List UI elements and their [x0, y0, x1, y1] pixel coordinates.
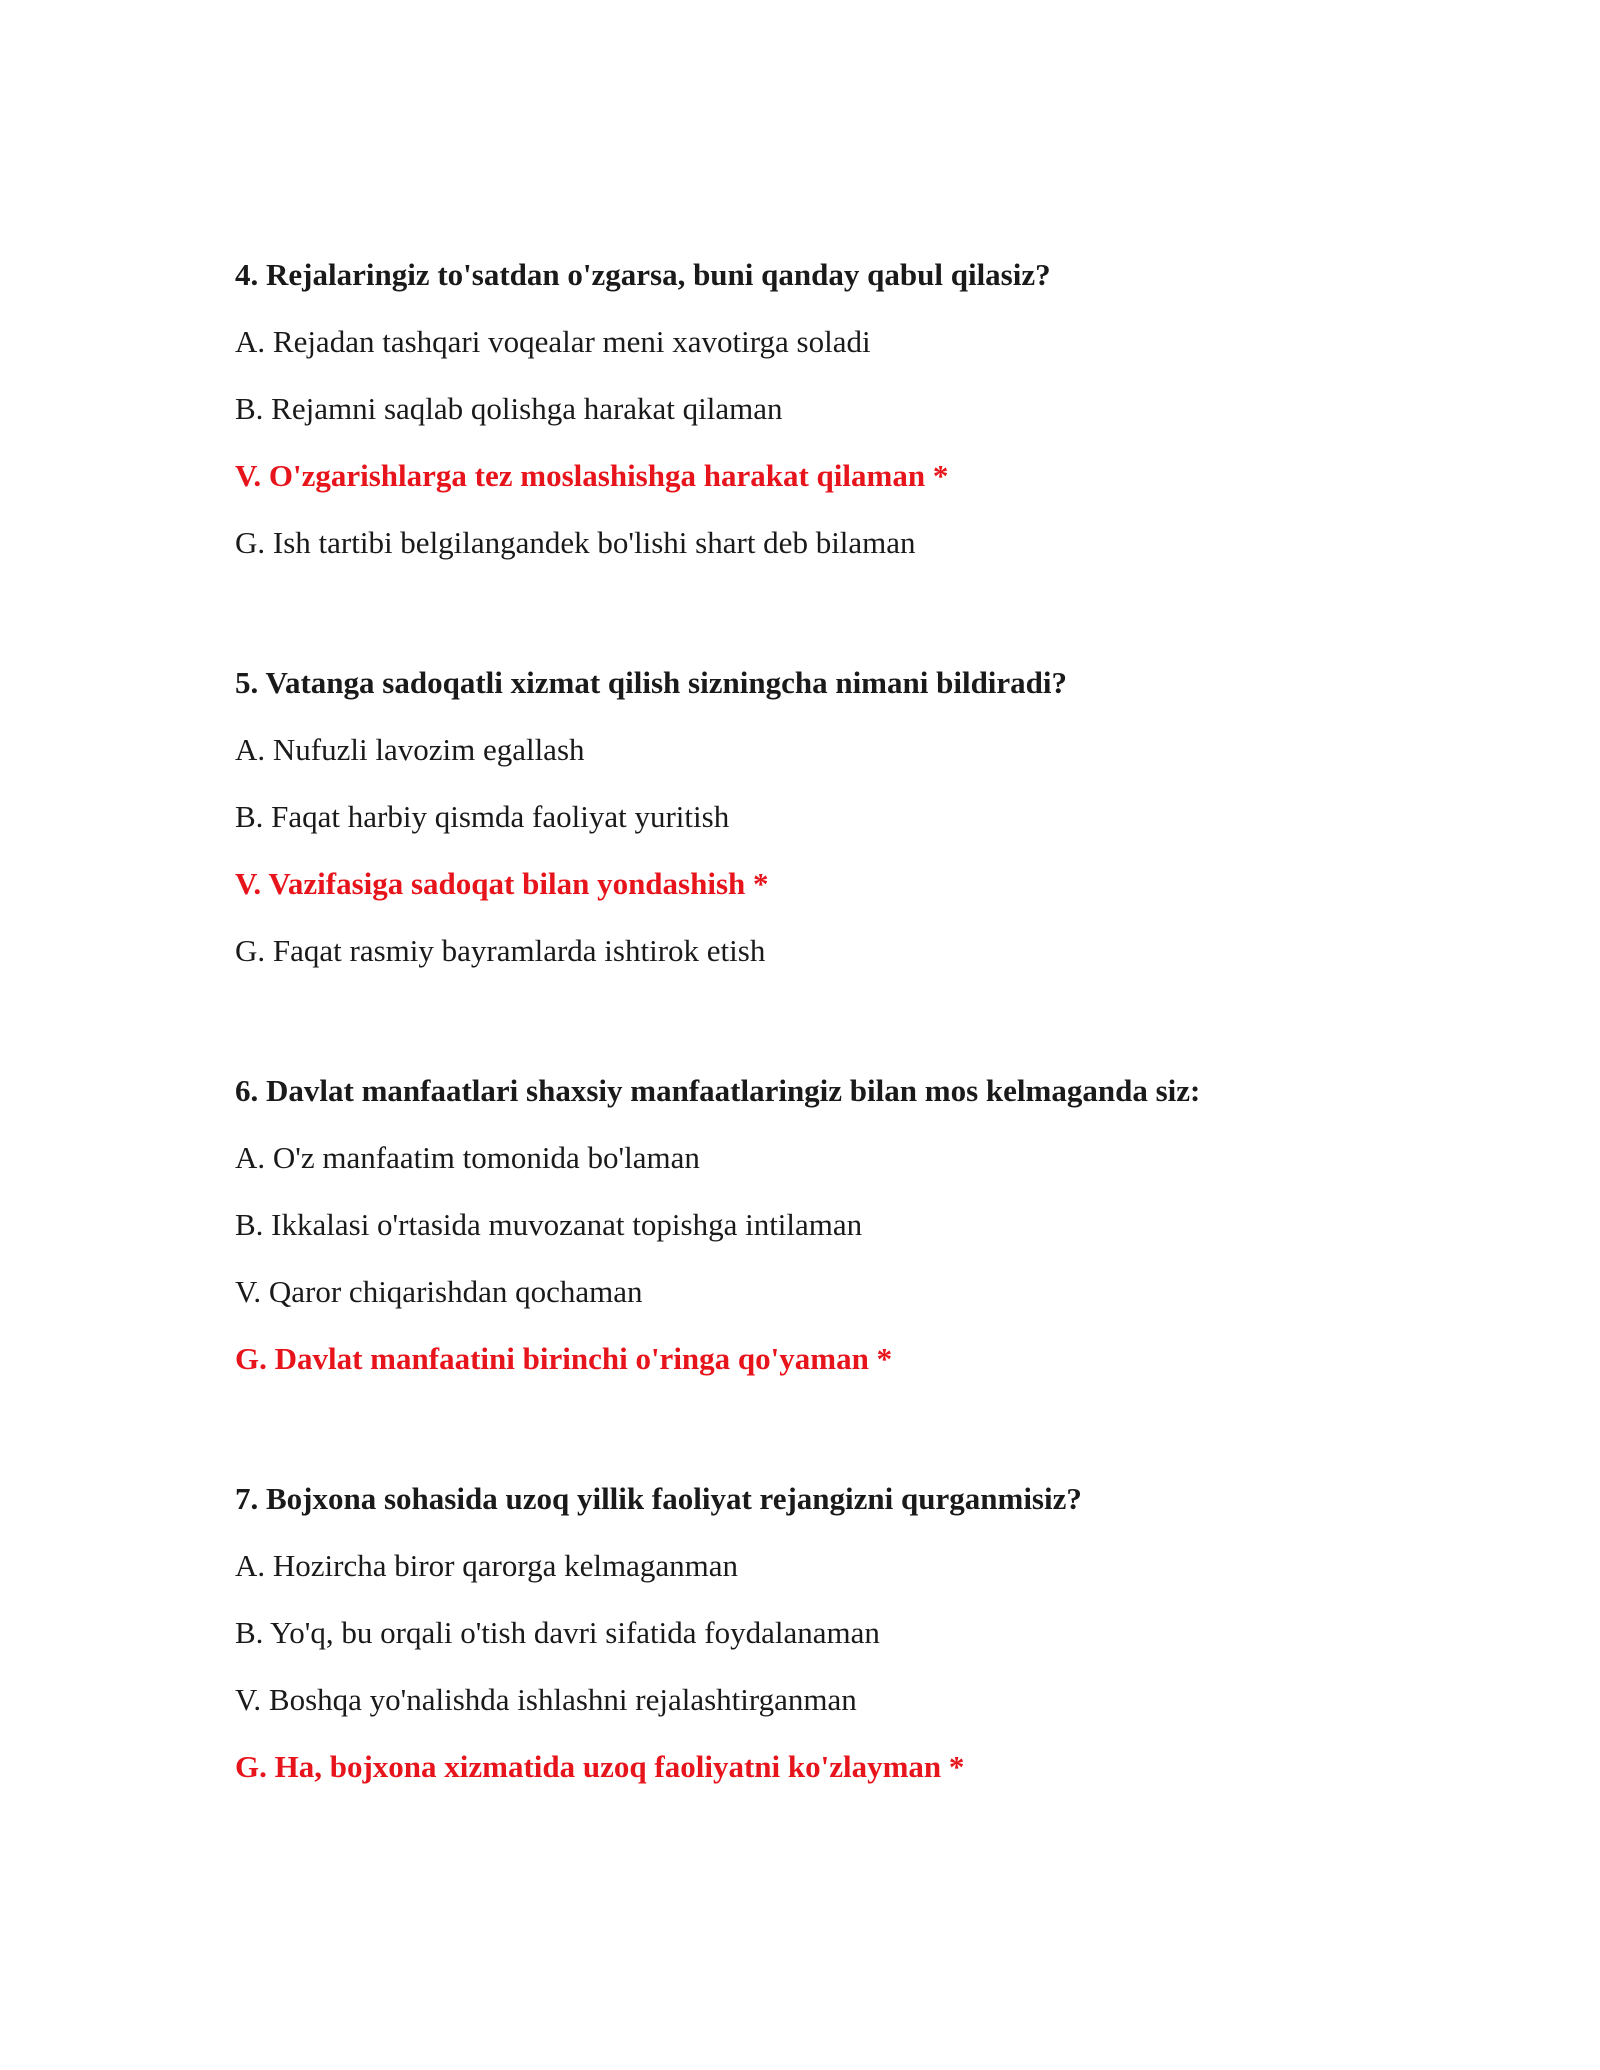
question-title: 6. Davlat manfaatlari shaxsiy manfaatlaringiz bilan mos kelmaganda siz:	[235, 1073, 1201, 1108]
option-v: V. Qaror chiqarishdan qochaman	[235, 1274, 643, 1309]
option-v: V. Boshqa yo'nalishda ishlashni rejalashtirganman	[235, 1682, 857, 1717]
option-g-correct-answer: G. Davlat manfaatini birinchi o'ringa qo'yaman *	[235, 1341, 893, 1376]
option-a: A. Hozircha biror qarorga kelmaganman	[235, 1548, 738, 1583]
option-g-correct-answer: G. Ha, bojxona xizmatida uzoq faoliyatni ko'zlayman *	[235, 1749, 965, 1784]
option-g: G. Ish tartibi belgilangandek bo'lishi shart deb bilaman	[235, 525, 916, 560]
option-a: A. Nufuzli lavozim egallash	[235, 732, 585, 767]
option-b: B. Faqat harbiy qismda faoliyat yuritish	[235, 799, 730, 834]
option-a: A. Rejadan tashqari voqealar meni xavotirga soladi	[235, 324, 871, 359]
option-b: B. Yo'q, bu orqali o'tish davri sifatida foydalanaman	[235, 1615, 880, 1650]
question-4	[235, 252, 1535, 566]
option-v-correct-answer: V. Vazifasiga sadoqat bilan yondashish *	[235, 866, 769, 901]
option-v-correct-answer: V. O'zgarishlarga tez moslashishga harakat qilaman *	[235, 458, 949, 493]
question-title: 4. Rejalaringiz to'satdan o'zgarsa, buni qanday qabul qilasiz?	[235, 257, 1051, 292]
document-page	[235, 252, 1535, 1884]
question-title: 7. Bojxona sohasida uzoq yillik faoliyat rejangizni qurganmisiz?	[235, 1481, 1082, 1516]
question-7	[235, 1476, 1535, 1790]
option-a: A. O'z manfaatim tomonida bo'laman	[235, 1140, 700, 1175]
option-g: G. Faqat rasmiy bayramlarda ishtirok etish	[235, 933, 766, 968]
option-b: B. Rejamni saqlab qolishga harakat qilaman	[235, 391, 783, 426]
question-6	[235, 1068, 1535, 1382]
question-title: 5. Vatanga sadoqatli xizmat qilish sizningcha nimani bildiradi?	[235, 665, 1068, 700]
option-b: B. Ikkalasi o'rtasida muvozanat topishga intilaman	[235, 1207, 863, 1242]
question-5	[235, 660, 1535, 974]
